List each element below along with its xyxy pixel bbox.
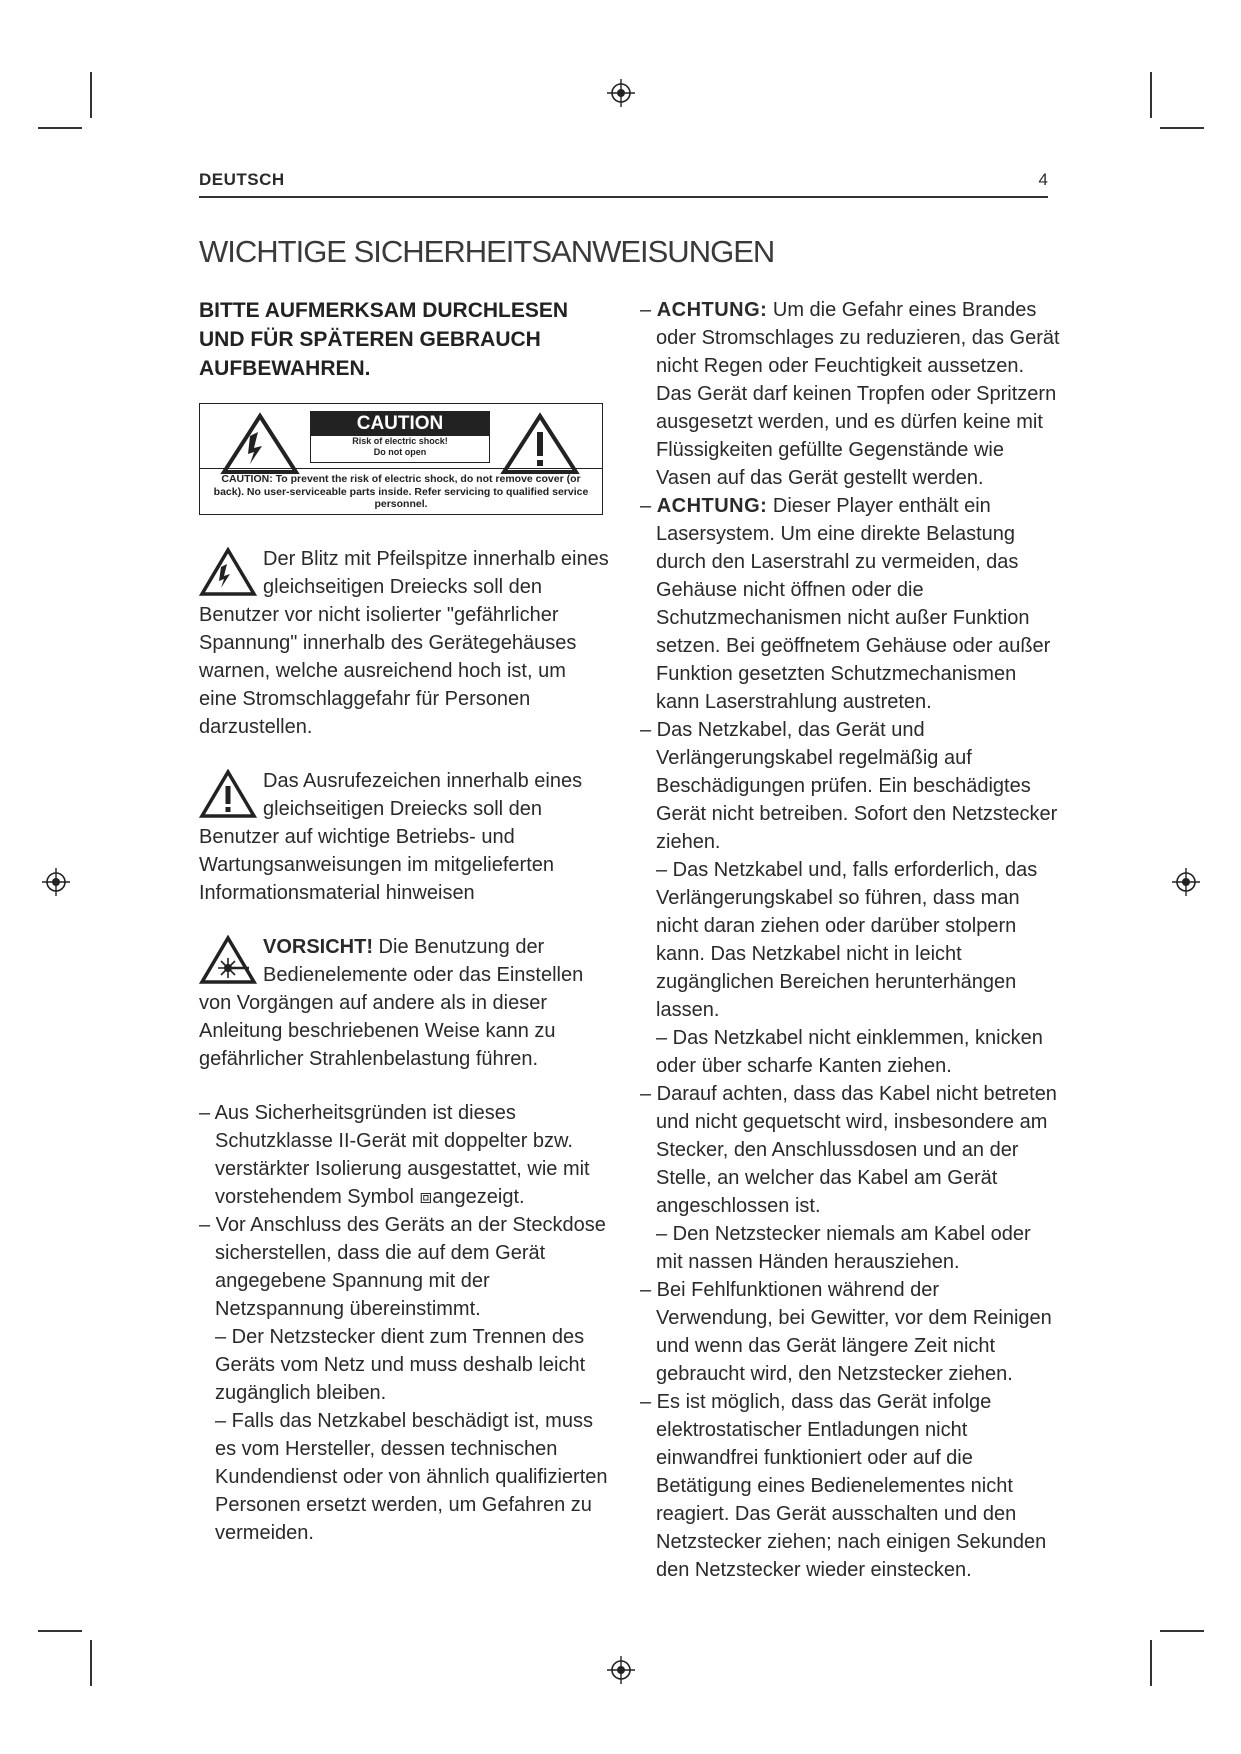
list-subitem: – Der Netzstecker dient zum Trennen des Geräts vom Netz und muss deshalb leicht zugänglich bleiben. [215, 1326, 586, 1404]
caution-text: CAUTION: To prevent the risk of electric shock, do not remove cover (or back). No user-serviceable parts inside. Refer servicing to qualified service personnel. [213, 473, 589, 510]
warning-text: Um die Gefahr eines Brandes oder Stromschlages zu reduzieren, das Gerät nicht Regen oder Feuchtigkeit aussetzen. Das Gerät darf keinen Tropfen oder Spritzern ausgesetzt werden, und es dürfen keine mit Flüssigkeiten gefüllte Gegenstände wie Vasen auf das Gerät gestellt werden. [656, 299, 1060, 489]
crop-mark [90, 72, 92, 118]
list-item: – Es ist möglich, dass das Gerät infolge elektrostatischer Entladungen nicht einwandfrei funktioniert oder auf die Betätigung eines Bedienelementes nicht reagiert. Das Gerät ausschalten und den Netzstecker ziehen; nach einigen Sekunden den Netzstecker wieder einstecken. [640, 1391, 1047, 1581]
left-list [199, 1099, 609, 1547]
crop-mark [38, 1630, 82, 1632]
laser-lead: VORSICHT! [263, 936, 373, 958]
crop-mark [1160, 1630, 1204, 1632]
page-header [199, 168, 1048, 198]
list-subitem: – Den Netzstecker niemals am Kabel oder mit nassen Händen herausziehen. [656, 1223, 1031, 1273]
crop-mark [1160, 127, 1204, 129]
list-item: – Vor Anschluss des Geräts an der Steckdose sicherstellen, dass die auf dem Gerät angegebene Spannung mit der Netzspannung übereinstimmt. [199, 1214, 606, 1320]
laser-paragraph [199, 933, 609, 1073]
caution-divider [200, 468, 602, 469]
exclamation-text: Das Ausrufezeichen innerhalb eines gleichseitigen Dreiecks soll den Benutzer auf wichtige Betriebs- und Wartungsanweisungen im mitgelieferten Informationsmaterial hinweisen [199, 770, 583, 904]
list-item: – ACHTUNG: Um die Gefahr eines Brandes oder Stromschlages zu reduzieren, das Gerät nicht Regen oder Feuchtigkeit aussetzen. Das Gerät darf keinen Tropfen oder Spritzern ausgesetzt werden, und es dürfen keine mit Flüssigkeiten gefüllte Gegenstände wie Vasen auf das Gerät gestellt werden. [640, 299, 1060, 489]
caution-heading: CAUTION [311, 412, 489, 436]
crop-mark [38, 127, 82, 129]
list-item: – Darauf achten, dass das Kabel nicht betreten und nicht gequetscht wird, insbesondere am Stecker, den Anschlussdosen und an der Stelle, an welcher das Kabel am Gerät angeschlossen ist. [640, 1083, 1057, 1217]
crop-mark [90, 1640, 92, 1686]
warning-lead: ACHTUNG: [656, 299, 768, 321]
registration-mark-icon [607, 1656, 635, 1684]
warning-lead: ACHTUNG: [656, 495, 768, 517]
exclamation-warning-icon [199, 769, 257, 819]
list-subitem: – Das Netzkabel und, falls erforderlich, das Verlängerungskabel so führen, dass man nicht daran ziehen oder darüber stolpern kann. Das Netzkabel nicht in leicht zugänglichen Bereichen herunterhängen lassen. [656, 859, 1038, 1021]
laser-warning-icon [199, 935, 257, 985]
list-item: – ACHTUNG: Dieser Player enthält ein Lasersystem. Um eine direkte Belastung durch den Laserstrahl zu vermeiden, das Gehäuse nicht öffnen oder die Schutzmechanismen nicht außer Funktion setzen. Bei geöffnetem Gehäuse oder außer Funktion gesetzten Schutzmechanismen kann Laserstrahlung austreten. [640, 495, 1051, 713]
laser-text: Die Benutzung der Bedienelemente oder das Einstellen von Vorgängen auf andere als in dieser Anleitung beschriebenen Weise kann zu gefährlicher Strahlenbelastung führen. [199, 936, 584, 1070]
exclamation-warning-icon [500, 412, 580, 476]
caution-subline: Risk of electric shock! [352, 436, 448, 446]
lightning-text: Der Blitz mit Pfeilspitze innerhalb eines gleichseitigen Dreiecks soll den Benutzer vor nicht isolierter "gefährlicher Spannung" innerhalb des Gerätegehäuses warnen, welche ausreichend hoch ist, um eine Stromschlaggefahr für Personen darzustellen. [199, 548, 609, 738]
page-title: WICHTIGE SICHERHEITSANWEISUNGEN [199, 234, 775, 269]
caution-badge [310, 411, 490, 463]
list-item: – Das Netzkabel, das Gerät und Verlängerungskabel regelmäßig auf Beschädigungen prüfen. Ein beschädigtes Gerät nicht betreiben. Sofort den Netzstecker ziehen. [640, 719, 1058, 853]
caution-subline: Do not open [373, 447, 427, 457]
right-list [640, 296, 1060, 1584]
warning-text: Dieser Player enthält ein Lasersystem. Um eine direkte Belastung durch den Laserstrahl zu vermeiden, das Gehäuse nicht öffnen oder die Schutzmechanismen nicht außer Funktion setzen. Bei geöffnetem Gehäuse oder außer Funktion gesetzten Schutzmechanismen kann Laserstrahlung austreten. [656, 495, 1051, 713]
registration-mark-icon [1172, 868, 1200, 896]
crop-mark [1150, 72, 1152, 118]
language-label: DEUTSCH [199, 170, 285, 189]
list-subitem: – Das Netzkabel nicht einklemmen, knicken oder über scharfe Kanten ziehen. [656, 1027, 1043, 1077]
list-subitem: – Falls das Netzkabel beschädigt ist, muss es vom Hersteller, dessen technischen Kundendienst oder von ähnlich qualifizierten Personen ersetzt werden, um Gefahren zu vermeiden. [215, 1410, 608, 1544]
lightning-warning-icon [220, 412, 300, 476]
list-item: – Aus Sicherheitsgründen ist dieses Schutzklasse II-Gerät mit doppelter bzw. verstärkter Isolierung ausgestattet, wie mit vorstehendem Symbol ⧈angezeigt. [199, 1102, 590, 1208]
registration-mark-icon [607, 79, 635, 107]
crop-mark [1150, 1640, 1152, 1686]
registration-mark-icon [42, 868, 70, 896]
lightning-warning-icon [199, 547, 257, 597]
list-item: – Bei Fehlfunktionen während der Verwendung, bei Gewitter, vor dem Reinigen und wenn das Gerät längere Zeit nicht gebraucht wird, den Netzstecker ziehen. [640, 1279, 1052, 1385]
page-number: 4 [1038, 170, 1048, 189]
caution-label [199, 403, 603, 515]
lightning-paragraph [199, 545, 609, 741]
subheading: BITTE AUFMERKSAM DURCHLESEN UND FÜR SPÄTEREN GEBRAUCH AUFBEWAHREN. [199, 299, 569, 380]
exclamation-paragraph [199, 767, 609, 907]
